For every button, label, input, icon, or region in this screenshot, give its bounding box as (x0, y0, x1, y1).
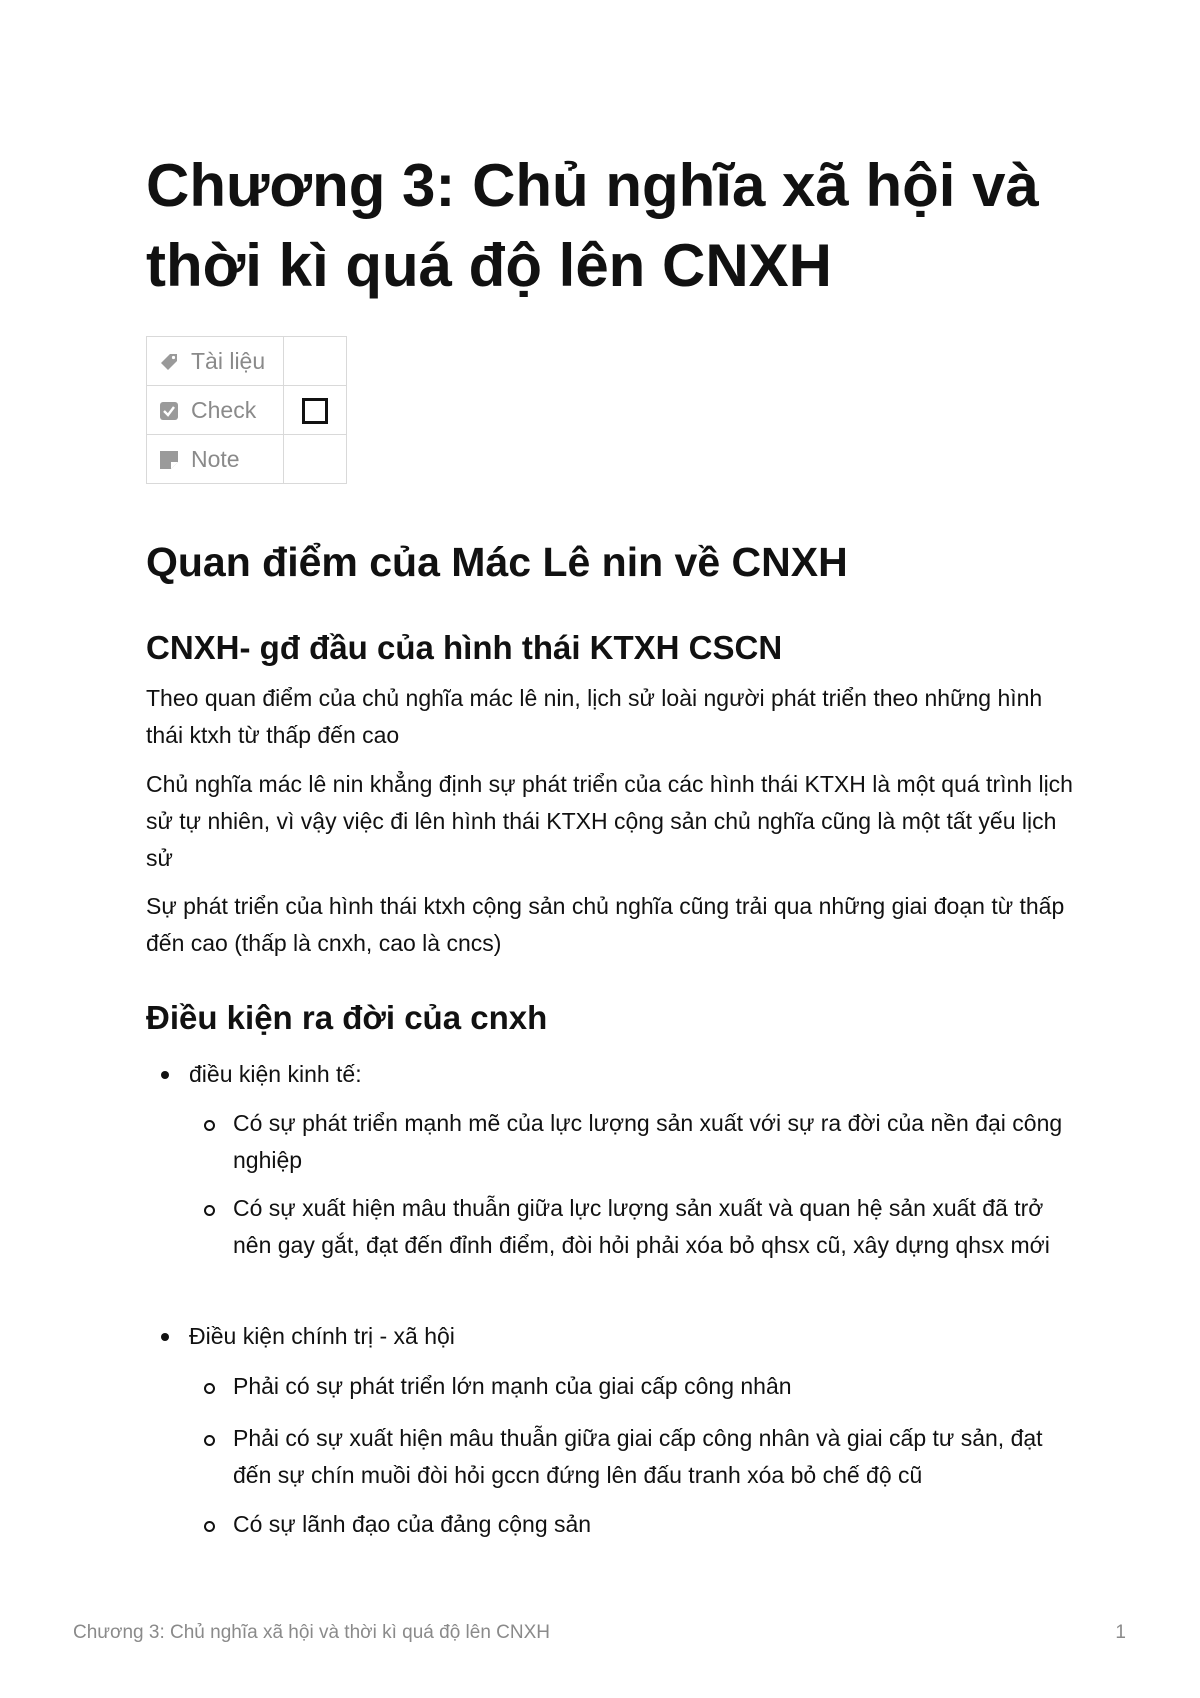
sub-bullet-icon (204, 1205, 215, 1216)
property-value[interactable] (284, 435, 347, 484)
property-label: Note (191, 445, 240, 472)
property-key (147, 337, 284, 386)
tag-icon (159, 352, 179, 372)
sub-bullet-icon (204, 1435, 215, 1446)
section-heading: Quan điểm của Mác Lê nin về CNXH (146, 539, 848, 585)
checkbox-property-icon (159, 401, 179, 421)
sub-bullet-icon (204, 1120, 215, 1131)
property-row (147, 337, 347, 386)
paragraph: Sự phát triển của hình thái ktxh cộng sản chủ nghĩa cũng trải qua những giai đoạn từ thấp đến cao (thấp là cnxh, cao là cncs) (146, 893, 1065, 956)
bullet-icon (161, 1071, 169, 1079)
note-icon (159, 450, 179, 470)
property-label: Check (191, 396, 257, 423)
subsection-heading: CNXH- gđ đầu của hình thái KTXH CSCN (146, 629, 783, 666)
property-row (147, 386, 347, 435)
bullet-icon (161, 1333, 169, 1341)
properties-table (146, 336, 347, 484)
list-item: Có sự xuất hiện mâu thuẫn giữa lực lượng sản xuất và quan hệ sản xuất đã trở nên gay gắt, đạt đến đỉnh điểm, đòi hỏi phải xóa bỏ qhsx cũ, xây dựng qhsx mới (233, 1195, 1050, 1258)
sub-bullet-icon (204, 1521, 215, 1532)
list-item: Có sự lãnh đạo của đảng cộng sản (233, 1511, 592, 1537)
property-key (147, 435, 284, 484)
check-checkbox[interactable] (302, 398, 328, 424)
paragraph: Chủ nghĩa mác lê nin khẳng định sự phát triển của các hình thái KTXH là một quá trình lịch sử tự nhiên, vì vậy việc đi lên hình thái KTXH cộng sản chủ nghĩa cũng là một tất yếu lịch sử (146, 771, 1073, 871)
paragraph: Theo quan điểm của chủ nghĩa mác lê nin, lịch sử loài người phát triển theo những hình thái ktxh từ thấp đến cao (146, 685, 1043, 748)
property-row (147, 435, 347, 484)
sub-bullet-icon (204, 1383, 215, 1394)
property-value[interactable] (284, 337, 347, 386)
page-footer: Chương 3: Chủ nghĩa xã hội và thời kì quá độ lên CNXH (73, 1622, 551, 1643)
property-value (284, 386, 347, 435)
property-key (147, 386, 284, 435)
list-item: Phải có sự phát triển lớn mạnh của giai cấp công nhân (233, 1373, 792, 1399)
list-item: Phải có sự xuất hiện mâu thuẫn giữa giai cấp công nhân và giai cấp tư sản, đạt đến sự chín muồi đòi hỏi gccn đứng lên đấu tranh xóa bỏ chế độ cũ (233, 1425, 1043, 1488)
page-title: Chương 3: Chủ nghĩa xã hội và thời kì quá độ lên CNXH (146, 152, 1039, 299)
list-item: Điều kiện chính trị - xã hội (189, 1323, 455, 1349)
list-item: Có sự phát triển mạnh mẽ của lực lượng sản xuất với sự ra đời của nền đại công nghiệp (233, 1110, 1063, 1173)
page-number: 1 (1115, 1622, 1126, 1643)
list-item: điều kiện kinh tế: (189, 1061, 362, 1087)
subsection-heading: Điều kiện ra đời của cnxh (146, 999, 548, 1036)
property-label: Tài liệu (191, 347, 266, 374)
